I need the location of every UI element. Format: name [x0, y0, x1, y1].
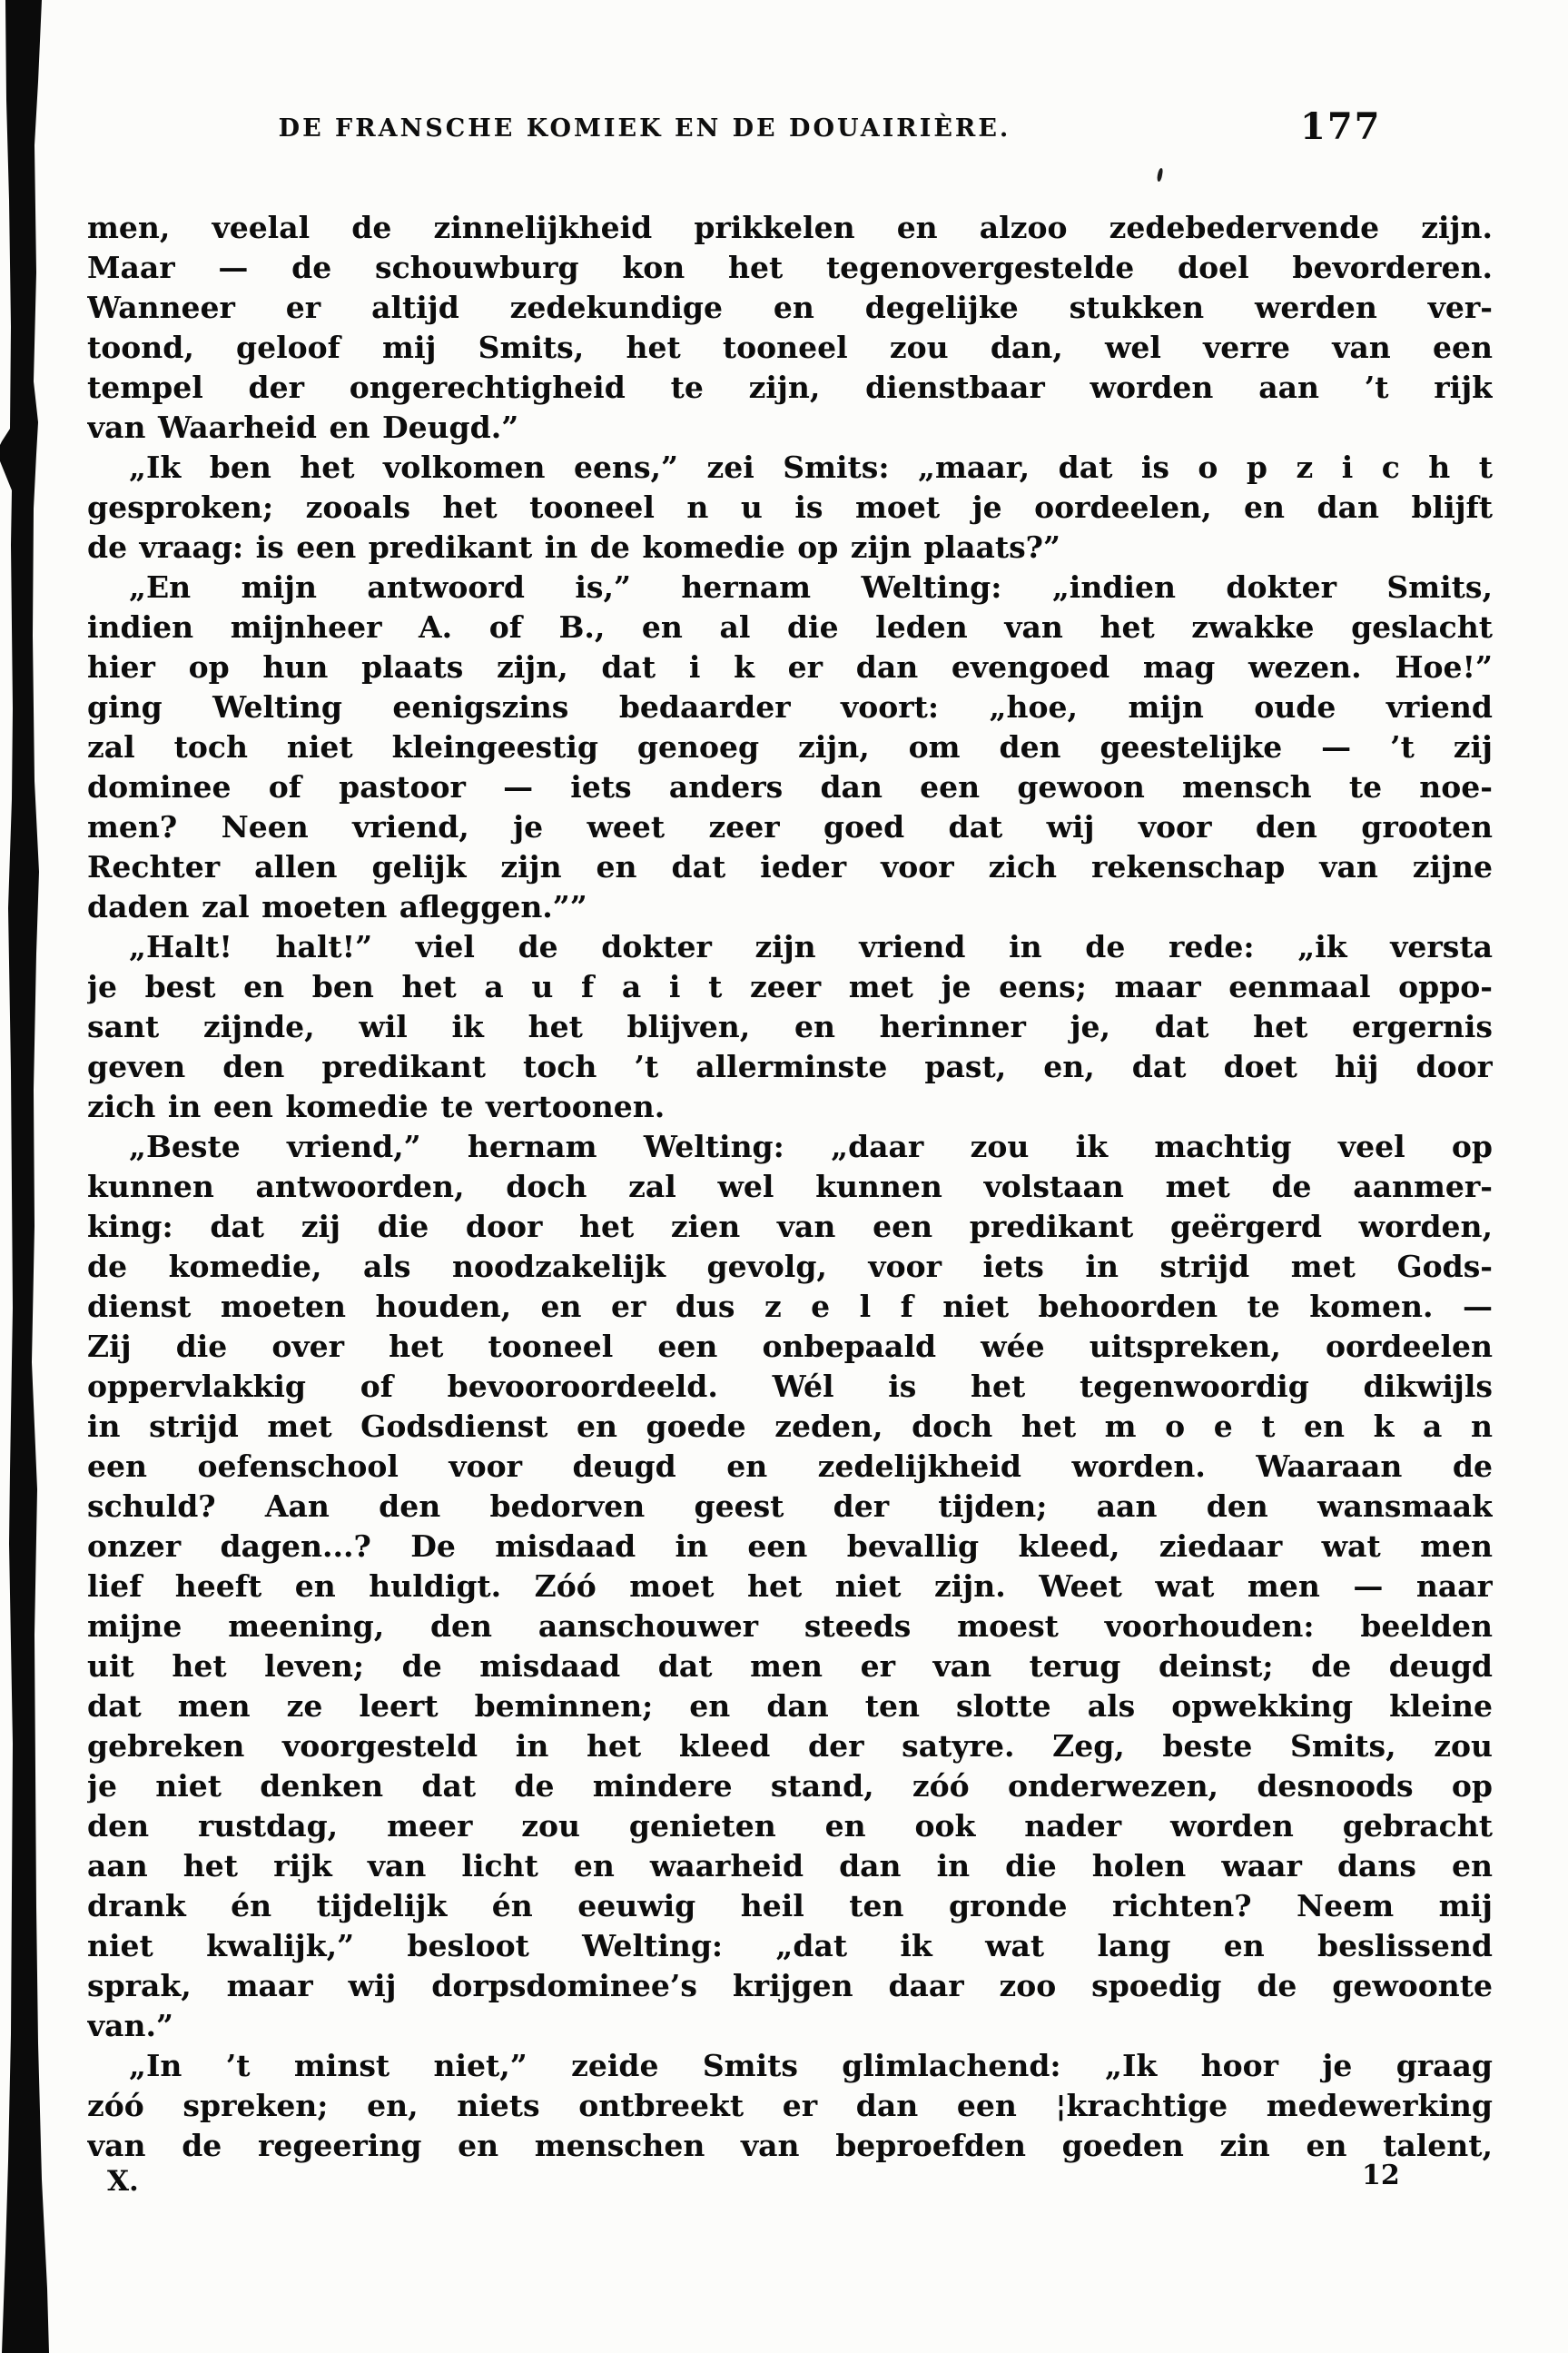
text-line: gebreken voorgesteld in het kleed der satyre. Zeg, beste Smits, zou [87, 1728, 1493, 1764]
text-line: de komedie, als noodzakelijk gevolg, voor iets in strijd met Gods- [87, 1249, 1493, 1284]
text-line: ging Welting eenigszins bedaarder voort: „hoe, mijn oude vriend [87, 689, 1493, 725]
text-line: Zij die over het tooneel een onbepaald wée uitspreken, oordeelen [87, 1329, 1493, 1364]
text-line: dominee of pastoor — iets anders dan een gewoon mensch te noe- [87, 769, 1493, 805]
text-line: zich in een komedie te vertoonen. [87, 1089, 666, 1124]
text-line: lief heeft en huldigt. Zóó moet het niet zijn. Weet wat men — naar [87, 1568, 1493, 1604]
text-line: aan het rijk van licht en waarheid dan in die holen waar dans en [87, 1848, 1493, 1883]
text-line: niet kwalijk,” besloot Welting: „dat ik wat lang en beslissend [87, 1928, 1493, 1963]
text-line: king: dat zij die door het zien van een predikant geërgerd worden, [87, 1209, 1493, 1244]
text-line: je niet denken dat de mindere stand, zóó onderwezen, desnoods op [87, 1768, 1493, 1804]
text-line: onzer dagen...? De misdaad in een bevallig kleed, ziedaar wat men [87, 1528, 1493, 1564]
text-line: mijne meening, den aanschouwer steeds moest voorhouden: beelden [87, 1608, 1493, 1644]
text-line: „Beste vriend,” hernam Welting: „daar zou ik machtig veel op [129, 1129, 1493, 1164]
text-line: toond, geloof mij Smits, het tooneel zou dan, wel verre van een [87, 330, 1493, 365]
text-line: oppervlakkig of bevooroordeeld. Wél is het tegenwoordig dikwijls [87, 1369, 1493, 1404]
text-line: tempel der ongerechtigheid te zijn, dienstbaar worden aan ’t rijk [87, 370, 1493, 405]
text-line: gesproken; zooals het tooneel n u is moet je oordeelen, en dan blijft [87, 489, 1493, 525]
text-line: dat men ze leert beminnen; en dan ten slotte als opwekking kleine [87, 1688, 1493, 1724]
text-line: Maar — de schouwburg kon het tegenovergestelde doel bevorderen. [87, 250, 1493, 285]
text-line: Rechter allen gelijk zijn en dat ieder voor zich rekenschap van zijne [87, 849, 1493, 885]
text-line: Wanneer er altijd zedekundige en degelijke stukken werden ver- [87, 290, 1493, 325]
text-line: zóó spreken; en, niets ontbreekt er dan een ¦krachtige medewerking [87, 2088, 1493, 2123]
text-line: van Waarheid en Deugd.” [87, 410, 519, 445]
binding-shadow-icon [0, 0, 58, 2353]
text-line: een oefenschool voor deugd en zedelijkheid worden. Waaraan de [87, 1448, 1493, 1484]
text-line: „En mijn antwoord is,” hernam Welting: „indien dokter Smits, [129, 569, 1493, 605]
body-text [87, 208, 1493, 2166]
text-line: „Ik ben het volkomen eens,” zei Smits: „maar, dat is o p z i c h t [129, 450, 1493, 485]
signature-volume-mark: X. [107, 2165, 139, 2198]
text-line: van.” [87, 2008, 174, 2043]
text-line: „Halt! halt!” viel de dokter zijn vriend in de rede: „ik versta [129, 929, 1493, 964]
text-line: uit het leven; de misdaad dat men er van terug deinst; de deugd [87, 1648, 1493, 1684]
text-line: in strijd met Godsdienst en goede zeden, doch het m o e t en k a n [87, 1409, 1493, 1444]
ink-speck [1157, 168, 1164, 183]
text-line: den rustdag, meer zou genieten en ook nader worden gebracht [87, 1808, 1493, 1844]
text-line: zal toch niet kleingeestig genoeg zijn, om den geestelijke — ’t zij [87, 729, 1493, 765]
running-header-title: DE FRANSCHE KOMIEK EN DE DOUAIRIÈRE. [278, 114, 1011, 143]
text-line: indien mijnheer A. of B., en al die leden van het zwakke geslacht [87, 609, 1493, 645]
text-line: hier op hun plaats zijn, dat i k er dan evengoed mag wezen. Hoe!” [87, 649, 1493, 685]
page-number: 177 [1300, 105, 1382, 148]
text-line: dienst moeten houden, en er dus z e l f niet behoorden te komen. — [87, 1289, 1493, 1324]
text-line: sprak, maar wij dorpsdominee’s krijgen daar zoo spoedig de gewoonte [87, 1968, 1493, 2003]
text-line: sant zijnde, wil ik het blijven, en herinner je, dat het ergernis [87, 1009, 1493, 1044]
text-line: drank én tijdelijk én eeuwig heil ten gronde richten? Neem mij [87, 1888, 1493, 1923]
text-line: daden zal moeten afleggen.”” [87, 889, 587, 924]
text-line: men, veelal de zinnelijkheid prikkelen en alzoo zedebedervende zijn. [87, 210, 1493, 245]
text-line: schuld? Aan den bedorven geest der tijden; aan den wansmaak [87, 1488, 1493, 1524]
text-line: van de regeering en menschen van beproefden goeden zin en talent, [87, 2128, 1493, 2163]
text-line: kunnen antwoorden, doch zal wel kunnen volstaan met de aanmer- [87, 1169, 1493, 1204]
text-line: de vraag: is een predikant in de komedie op zijn plaats?” [87, 529, 1060, 565]
text-line: „In ’t minst niet,” zeide Smits glimlachend: „Ik hoor je graag [129, 2048, 1493, 2083]
text-line: men? Neen vriend, je weet zeer goed dat wij voor den grooten [87, 809, 1493, 845]
signature-sheet-number: 12 [1362, 2160, 1400, 2191]
text-line: je best en ben het a u f a i t zeer met je eens; maar eenmaal oppo- [87, 969, 1493, 1004]
text-line: geven den predikant toch ’t allerminste past, en, dat doet hij door [87, 1049, 1493, 1084]
